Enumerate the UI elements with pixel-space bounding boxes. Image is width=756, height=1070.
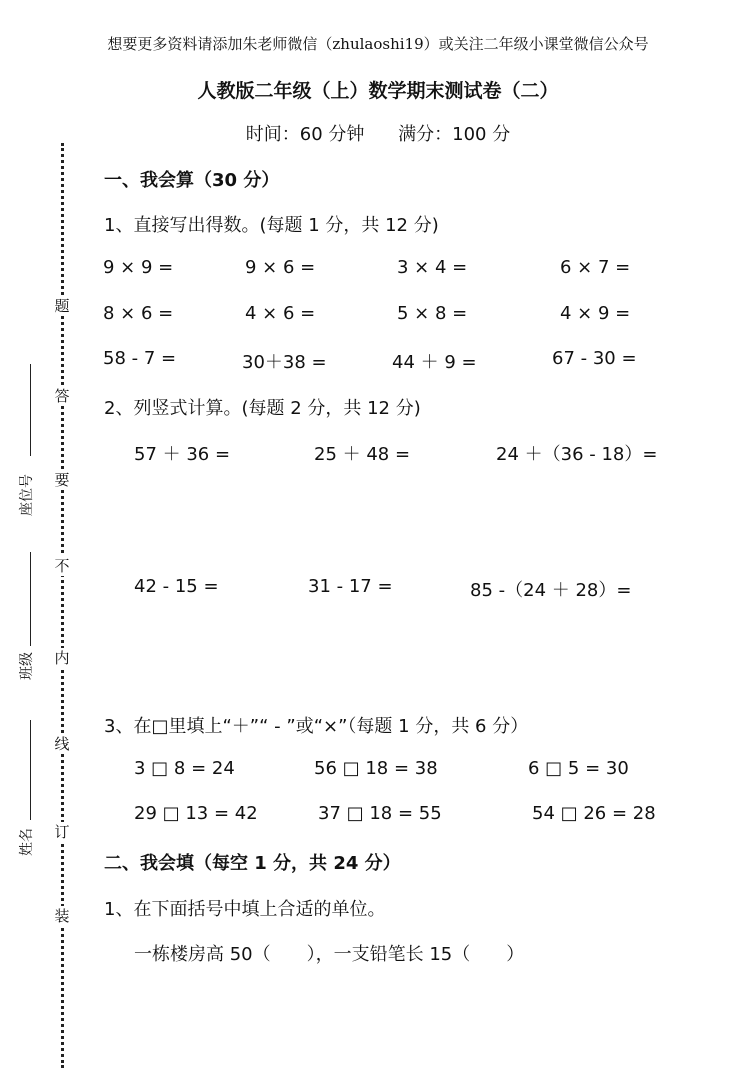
calc-item: 58 - 7 =: [103, 348, 177, 369]
calc-item: 5 × 8 =: [397, 303, 468, 324]
top-note: 想要更多资料请添加朱老师微信（zhulaoshi19）或关注二年级小课堂微信公众号: [107, 35, 649, 53]
exam-info: [0, 120, 756, 146]
margin-char: 内: [52, 648, 72, 668]
time-limit: 时间：60 分钟: [245, 124, 365, 145]
question-2-title: 2、列竖式计算。(每题 2 分，共 12 分): [104, 398, 421, 419]
calc-item: 3 × 4 =: [397, 257, 468, 278]
exam-title: 人教版二年级（上）数学期末测试卷（二）: [197, 80, 559, 102]
margin-char: 不: [52, 556, 72, 576]
seat-number-field[interactable]: [14, 474, 38, 526]
calc-item: 6 × 7 =: [560, 257, 631, 278]
vertical-calc-item: 25 ＋ 48 =: [314, 444, 411, 465]
margin-char: 题: [52, 296, 72, 316]
fill-operator-item: 54 □ 26 = 28: [532, 803, 656, 824]
fill-operator-item: 56 □ 18 = 38: [314, 758, 438, 779]
calc-item: 30＋38 =: [242, 352, 327, 373]
margin-char: 订: [52, 822, 72, 842]
vertical-calc-item: 24 ＋（36 - 18）=: [496, 444, 658, 465]
vertical-calc-item: 57 ＋ 36 =: [134, 444, 231, 465]
margin-char: 装: [52, 906, 72, 926]
margin-char: 线: [52, 734, 72, 754]
calc-item: 4 × 9 =: [560, 303, 631, 324]
margin-char: 答: [52, 386, 72, 406]
name-label: 姓名: [19, 828, 35, 856]
calc-item: 44 ＋ 9 =: [392, 352, 477, 373]
fill-operator-item: 6 □ 5 = 30: [528, 758, 629, 779]
question-1-title: 1、直接写出得数。(每题 1 分，共 12 分): [104, 215, 439, 236]
seat-number-line: [30, 364, 31, 456]
name-field[interactable]: [14, 826, 38, 866]
calc-item: 9 × 9 =: [103, 257, 174, 278]
vertical-calc-item: 42 - 15 =: [134, 576, 219, 597]
fill-operator-item: 3 □ 8 = 24: [134, 758, 235, 779]
section-2-title: 二、我会填（每空 1 分，共 24 分）: [104, 853, 401, 874]
calc-item: 8 × 6 =: [103, 303, 174, 324]
section-1-title: 一、我会算（30 分）: [104, 170, 280, 191]
calc-item: 9 × 6 =: [245, 257, 316, 278]
fill-operator-item: 37 □ 18 = 55: [318, 803, 442, 824]
class-field[interactable]: [14, 650, 38, 690]
name-line: [30, 720, 31, 820]
unit-fill-line: 一栋楼房高 50（ ），一支铅笔长 15（ ）: [134, 944, 525, 965]
margin-char: 要: [52, 470, 72, 490]
calc-item: 4 × 6 =: [245, 303, 316, 324]
calc-item: 67 - 30 =: [552, 348, 637, 369]
class-label: 班级: [19, 652, 35, 680]
vertical-calc-item: 31 - 17 =: [308, 576, 393, 597]
seat-number-label: 座位号: [19, 474, 35, 516]
question-3-title: 3、在□里填上“＋”“ - ”或“×”（每题 1 分，共 6 分）: [104, 716, 529, 737]
section-2-question-1-title: 1、在下面括号中填上合适的单位。: [104, 899, 386, 920]
full-score: 满分：100 分: [398, 124, 511, 145]
class-line: [30, 552, 31, 646]
vertical-calc-item: 85 -（24 ＋ 28）=: [470, 580, 632, 601]
fill-operator-item: 29 □ 13 = 42: [134, 803, 258, 824]
binding-warning-text: [52, 282, 72, 942]
